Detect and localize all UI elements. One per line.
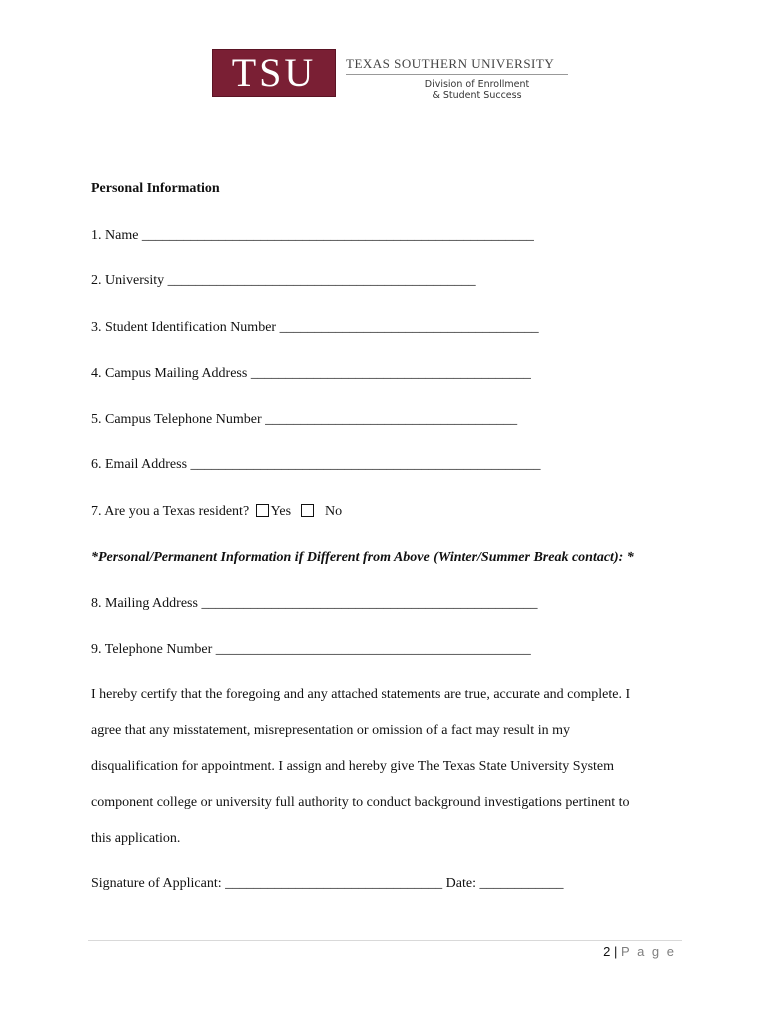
yes-checkbox[interactable]	[256, 504, 269, 517]
page-separator: |	[614, 944, 618, 959]
logo-university-name: TEXAS SOUTHERN UNIVERSITY	[346, 56, 568, 75]
field-campus-telephone[interactable]: 5. Campus Telephone Number ____________________________________	[91, 412, 518, 427]
permanent-info-heading: *Personal/Permanent Information if Different from Above (Winter/Summer Break contact): *	[91, 550, 634, 565]
certification-line-1: I hereby certify that the foregoing and any attached statements are true, accurate and complete. I	[91, 687, 631, 702]
texas-resident-question: 7. Are you a Texas resident?	[91, 504, 250, 519]
no-label: No	[325, 504, 343, 519]
certification-line-4: component college or university full authority to conduct background investigations pertinent to	[91, 795, 630, 810]
field-email[interactable]: 6. Email Address __________________________________________________	[91, 457, 541, 472]
logo-text-block	[346, 56, 568, 101]
footer-divider	[88, 940, 682, 941]
logo-mark-text: TSU	[231, 50, 317, 95]
certification-line-5: this application.	[91, 831, 181, 846]
page-number: 2	[603, 944, 611, 959]
field-campus-mailing-address[interactable]: 4. Campus Mailing Address ________________________________________	[91, 366, 531, 381]
page-footer	[603, 944, 676, 959]
logo-division-line1: Division of Enrollment	[424, 79, 530, 90]
certification-line-3: disqualification for appointment. I assign and hereby give The Texas State University System	[91, 759, 615, 774]
yes-label: Yes	[270, 504, 292, 519]
field-university[interactable]: 2. University ____________________________________________	[91, 273, 476, 288]
texas-resident-row	[91, 503, 342, 521]
logo-division-line2: & Student Success	[432, 90, 522, 101]
page-word: P a g e	[621, 944, 676, 959]
signature-date-line[interactable]: Signature of Applicant: _______________________________ Date: ____________	[91, 876, 564, 891]
field-name[interactable]: 1. Name ________________________________________________________	[91, 228, 534, 243]
no-checkbox[interactable]	[301, 504, 314, 517]
section-title: Personal Information	[91, 181, 220, 196]
tsu-logo-mark	[212, 49, 336, 97]
certification-line-2: agree that any misstatement, misrepresentation or omission of a fact may result in my	[91, 723, 570, 738]
field-student-id[interactable]: 3. Student Identification Number _____________________________________	[91, 320, 539, 335]
field-mailing-address[interactable]: 8. Mailing Address ________________________________________________	[91, 596, 538, 611]
logo-division	[346, 79, 568, 101]
field-telephone-number[interactable]: 9. Telephone Number _____________________________________________	[91, 642, 531, 657]
